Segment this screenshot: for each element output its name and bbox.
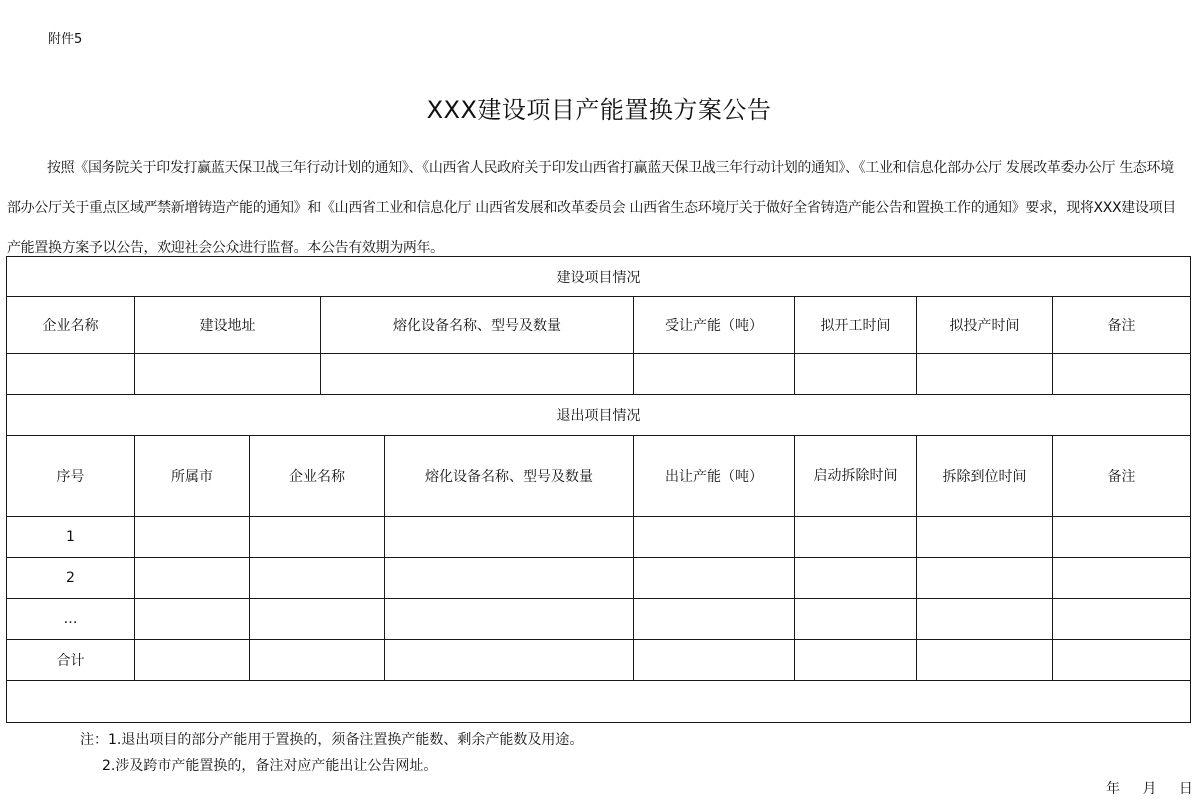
exit-cell	[385, 599, 634, 640]
exit-row-seq: …	[7, 599, 135, 640]
exit-cell	[634, 640, 795, 681]
document-title: XXX建设项目产能置换方案公告	[426, 96, 772, 124]
construction-header-start-date: 拟开工时间	[795, 297, 917, 354]
construction-cell	[795, 354, 917, 395]
attachment-label: 附件5	[48, 32, 83, 47]
exit-cell	[135, 558, 250, 599]
construction-cell	[135, 354, 321, 395]
construction-cell	[634, 354, 795, 395]
exit-cell	[250, 640, 385, 681]
exit-cell	[135, 517, 250, 558]
exit-header-seq: 序号	[7, 436, 135, 517]
exit-cell	[634, 558, 795, 599]
exit-cell	[385, 640, 634, 681]
exit-cell	[917, 558, 1053, 599]
exit-cell	[385, 517, 634, 558]
exit-cell	[250, 599, 385, 640]
exit-cell	[250, 517, 385, 558]
exit-data-row	[7, 599, 1191, 640]
exit-header-equipment: 熔化设备名称、型号及数量	[385, 436, 634, 517]
exit-data-row	[7, 558, 1191, 599]
exit-cell	[1053, 517, 1191, 558]
construction-data-row	[7, 354, 1191, 395]
note-1: 注：1.退出项目的部分产能用于置换的，须备注置换产能数、剩余产能数及用途。	[80, 732, 584, 748]
exit-header-city: 所属市	[135, 436, 250, 517]
blank-footer-row	[7, 681, 1191, 723]
exit-cell	[250, 558, 385, 599]
construction-section-heading: 建设项目情况	[7, 257, 1191, 297]
exit-header-company: 企业名称	[250, 436, 385, 517]
construction-cell	[7, 354, 135, 395]
intro-paragraph: 按照《国务院关于印发打赢蓝天保卫战三年行动计划的通知》、《山西省人民政府关于印发山西省打赢蓝天保卫战三年行动计划的通知》、《工业和信息化部办公厅 发展改革委办公厅 生态环境部办公厅关于重点区域严禁新增铸造产能的通知》和《山西省工业和信息化厅 山西省发展和改革委员会 山西省生态环境厅关于做好全省铸造产能公告和置换工作的通知》要求，现将XXX建设项目产能置换方案予以公告，欢迎社会公众进行监督。本公告有效期为两年。	[7, 160, 1176, 256]
exit-cell	[1053, 558, 1191, 599]
exit-cell	[917, 640, 1053, 681]
exit-row-seq: 2	[7, 558, 135, 599]
exit-header-capacity: 出让产能（吨）	[634, 436, 795, 517]
exit-cell	[917, 517, 1053, 558]
date-line: 年 月 日	[1106, 781, 1193, 797]
exit-cell	[1053, 640, 1191, 681]
exit-cell	[795, 599, 917, 640]
construction-cell	[321, 354, 634, 395]
exit-header-demolition-complete: 拆除到位时间	[917, 436, 1053, 517]
exit-cell	[135, 640, 250, 681]
exit-row-total: 合计	[7, 640, 135, 681]
exit-cell	[385, 558, 634, 599]
announcement-table	[6, 256, 1191, 723]
notes-block	[80, 727, 583, 779]
exit-data-row	[7, 517, 1191, 558]
construction-header-equipment: 熔化设备名称、型号及数量	[321, 297, 634, 354]
exit-cell	[1053, 599, 1191, 640]
exit-cell	[795, 517, 917, 558]
construction-cell	[917, 354, 1053, 395]
exit-header-remarks: 备注	[1053, 436, 1191, 517]
exit-cell	[795, 558, 917, 599]
exit-header-demolition-start: 启动拆除时间	[795, 436, 917, 517]
construction-header-address: 建设地址	[135, 297, 321, 354]
exit-row-seq: 1	[7, 517, 135, 558]
construction-cell	[1053, 354, 1191, 395]
exit-total-row	[7, 640, 1191, 681]
construction-header-production-date: 拟投产时间	[917, 297, 1053, 354]
construction-header-company: 企业名称	[7, 297, 135, 354]
exit-cell	[917, 599, 1053, 640]
exit-cell	[634, 517, 795, 558]
note-2: 2.涉及跨市产能置换的，备注对应产能出让公告网址。	[102, 758, 438, 774]
exit-section-heading: 退出项目情况	[7, 395, 1191, 436]
exit-cell	[135, 599, 250, 640]
construction-header-capacity: 受让产能（吨）	[634, 297, 795, 354]
construction-header-remarks: 备注	[1053, 297, 1191, 354]
exit-cell	[634, 599, 795, 640]
exit-cell	[795, 640, 917, 681]
